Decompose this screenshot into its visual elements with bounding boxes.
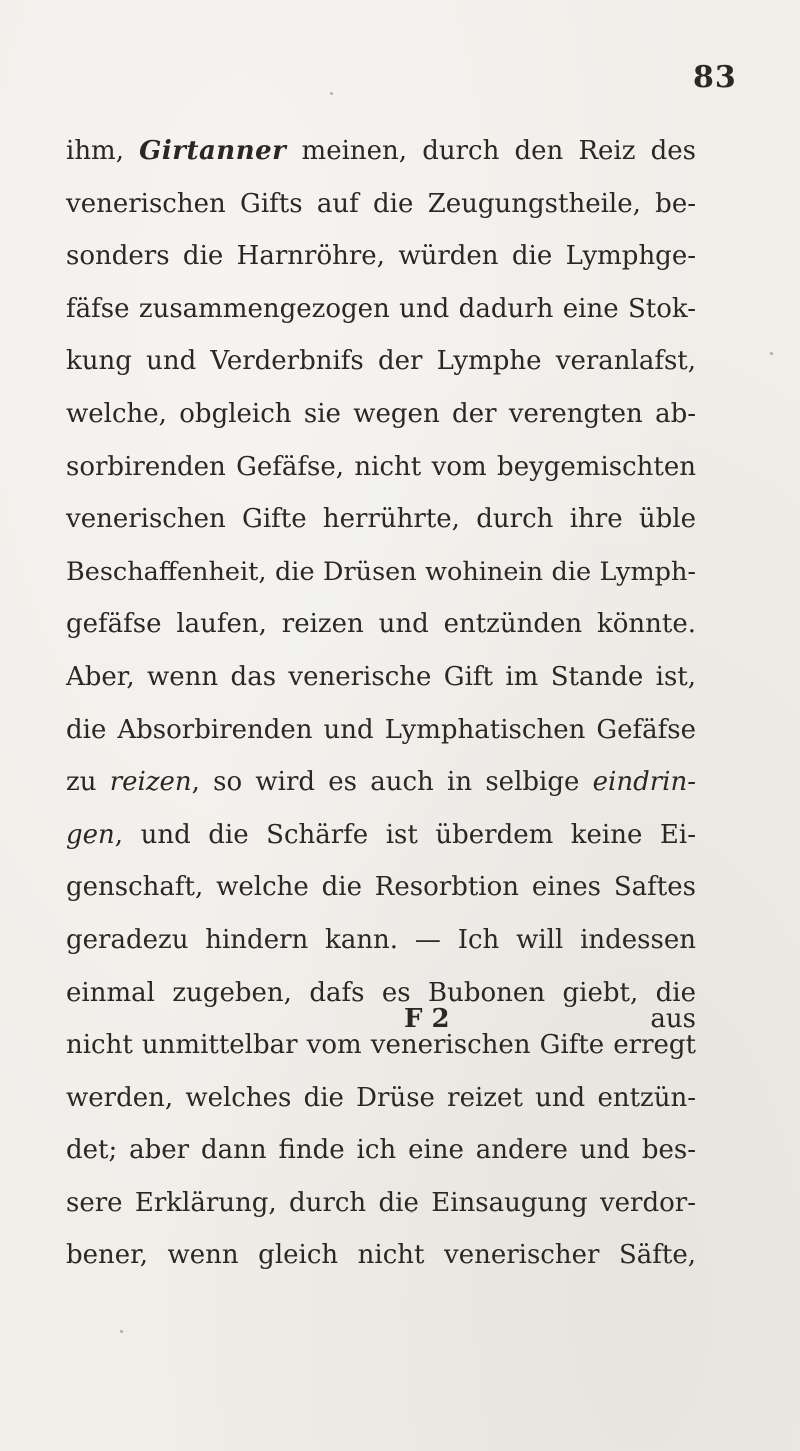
text-segment: geradezu hindern kann. — Ich will indessen [66,924,696,955]
text-segment: welche, obgleich sie wegen der verengten ab- [66,398,696,429]
text-line [66,1229,696,1282]
text-line [66,230,696,283]
text-segment: Aber, wenn das venerische Gift im Stande ist, [66,661,696,692]
text-line [66,861,696,914]
page-number: 83 [693,60,737,95]
text-segment: gefäfse laufen, reizen und entzünden könnte. [66,609,696,640]
text-segment: kung und Verderbnifs der Lymphe veranlafst, [66,346,696,377]
text-segment: venerischen Gifte herrührte, durch ihre üble [66,504,696,535]
text-line [66,914,696,967]
text-segment: meinen, durch den Reiz des [286,136,696,166]
text-segment: einmal zugeben, dafs es Bubonen giebt, die [66,977,696,1008]
text-segment: sonders die Harnröhre, würden die Lymphge- [66,241,696,272]
text-line [66,388,696,441]
text-line [66,651,696,704]
text-line [66,283,696,336]
text-line [66,1177,696,1230]
text-segment: , so wird es auch in selbige [191,767,593,798]
text-line [66,335,696,388]
emphasized-text: reizen [109,767,192,798]
body-text [66,125,696,1282]
emphasized-text: gen [66,819,115,850]
paper-speck [330,92,333,95]
text-line [66,546,696,599]
text-line [66,441,696,494]
text-line [66,493,696,546]
text-segment: ihm, [66,136,140,166]
text-segment: sere Erklärung, durch die Einsaugung verdor- [66,1187,696,1218]
page-footer [66,1004,696,1044]
text-segment: Beschaffenheit, die Drüsen wohinein die Lymph- [66,556,696,587]
text-line [66,178,696,231]
text-line [66,125,696,178]
paper-speck [120,1330,123,1333]
text-line [66,1124,696,1177]
text-segment: , und die Schärfe ist überdem keine Ei- [114,819,696,850]
text-segment: det; aber dann finde ich eine andere und bes- [66,1135,696,1166]
paper-speck [410,1210,413,1213]
text-segment: fäfse zusammengezogen und dadurh eine Stok- [66,293,696,324]
text-segment: die Absorbirenden und Lymphatischen Gefäfse [66,714,696,745]
emphasized-text: eindrin- [592,767,696,798]
signature-mark: F 2 [404,1004,450,1034]
text-line [66,756,696,809]
text-segment: zu [66,767,110,798]
text-segment: nicht unmittelbar vom venerischen Gifte erregt [66,1030,696,1061]
catchword: aus [650,1004,696,1034]
paper-speck [770,352,773,355]
author-name: Girtanner [139,136,287,166]
text-segment: venerischen Gifts auf die Zeugungstheile, be- [66,188,696,219]
text-line [66,809,696,862]
text-line [66,704,696,757]
text-segment: genschaft, welche die Resorbtion eines Saftes [66,872,696,903]
text-line [66,598,696,651]
text-segment: werden, welches die Drüse reizet und entzün- [66,1082,696,1113]
text-line [66,1072,696,1125]
text-segment: sorbirenden Gefäfse, nicht vom beygemischten [66,451,696,482]
text-segment: bener, wenn gleich nicht venerischer Säfte, [66,1240,696,1271]
